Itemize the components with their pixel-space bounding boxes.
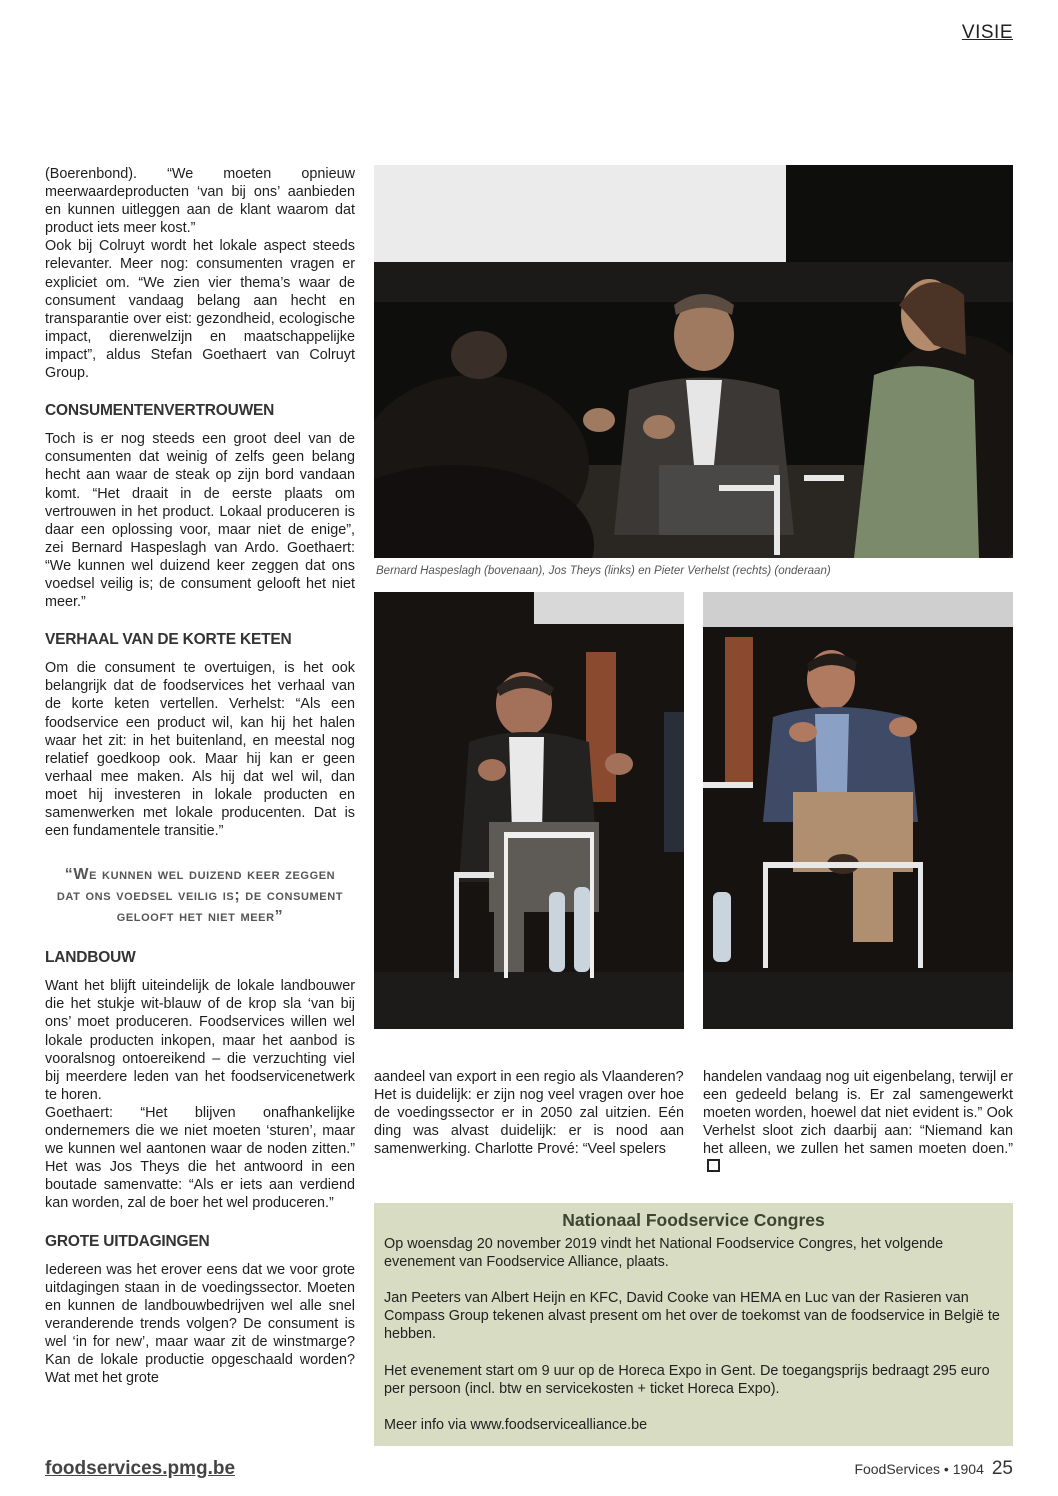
- footer-info: [854, 1458, 1013, 1480]
- photo-caption: Bernard Haspeslagh (bovenaan), Jos Theys (links) en Pieter Verhelst (rechts) (onderaan): [376, 565, 831, 577]
- magazine-issue: FoodServices • 1904: [854, 1461, 984, 1477]
- paragraph: Om die consument te overtuigen, is het ook belangrijk dat de foodservices het verhaal van de korte keten vertellen. Verhelst: “Als een foodservice een product wil, kan hij het halen waar het zit: in het buitenland, en meestal nog relatief goedkoop ook. Maar hij kan er geen verhaal mee maken. Als hij dat wel wil, dan moet hij investeren in lokale producten en samenwerken met lokale producenten. Dat is een fundamentele transitie.”: [45, 660, 355, 840]
- paragraph: Want het blijft uiteindelijk de lokale landbouwer die het stukje wit-blauw of de krop sla ‘van bij ons’ moet produceren. Foodservices willen wel lokale producten inkopen, maar het aanbod is vooralsnog ontoereikend – die verzuchting viel bij meerdere leden van het foodservicenetwerk te horen.: [45, 978, 355, 1103]
- paragraph: Iedereen was het erover eens dat we voor grote uitdagingen staan in de voedingssector. Moeten en kunnen de landbouwbedrijven wel alle snel veranderende trends volgen? De consument is wel ‘in for new’, maar waar zit de winstmarge? Kan de lokale productie opgeschaald worden? Wat met het grote: [45, 1261, 355, 1387]
- photo-jos-theys: [374, 592, 684, 1029]
- pull-quote: “We kunnen wel duizend keer zeggen dat ons voedsel veilig is; de consument gelooft het niet meer”: [56, 866, 344, 926]
- info-box-title: Nationaal Foodservice Congres: [562, 1210, 825, 1230]
- photo-illustration: [703, 592, 1013, 1029]
- paragraph: Ook bij Colruyt wordt het lokale aspect steeds relevanter. Meer nog: consumenten vragen er expliciet om. “We zien vier thema’s waar de consument vandaag belang aan hecht en transparantie over eist: gezondheid, ecologische impact, dierenwelzijn en maatschappelijke impact”, aldus Stefan Goethaert van Colruyt Group.: [45, 238, 355, 382]
- subheading-consumentenvertrouwen: CONSUMENTENVERTROUWEN: [45, 402, 275, 420]
- right-column: [703, 1068, 1013, 1177]
- footer-url[interactable]: foodservices.pmg.be: [45, 1458, 236, 1479]
- paragraph-text: handelen vandaag nog uit eigenbelang, terwijl er een gedeeld belang is. Er zal samengewerkt moeten worden, hoewel dat niet evident is.” Ook Verhelst sloot zich daarbij aan: “Niemand kan het alleen, we zullen het samen moeten doen.”: [703, 1069, 1013, 1158]
- info-box-paragraph: Jan Peeters van Albert Heijn en KFC, David Cooke van HEMA en Luc van der Rasieren van Compass Group tekenen alvast present om het over de toekomst van de foodservice in België te hebben.: [384, 1290, 1000, 1343]
- paragraph: [703, 1068, 1013, 1177]
- paragraph: (Boerenbond). “We moeten opnieuw meerwaardeproducten ‘van bij ons’ aanbieden en kunnen uitleggen aan de klant waarom dat product iets meer kost.”: [45, 166, 355, 237]
- end-of-article-icon: [707, 1159, 720, 1172]
- paragraph: aandeel van export in een regio als Vlaanderen?: [374, 1069, 684, 1085]
- info-box-link-text: Meer info via www.foodservicealliance.be: [384, 1416, 648, 1433]
- page-number: 25: [991, 1458, 1013, 1479]
- photo-illustration: [374, 165, 1013, 558]
- info-box-paragraph: Op woensdag 20 november 2019 vindt het National Foodservice Congres, het volgende evenement van Foodservice Alliance, plaats.: [384, 1236, 944, 1271]
- photo-illustration: [374, 592, 684, 1029]
- section-tag: VISIE: [961, 22, 1013, 43]
- subheading-landbouw: LANDBOUW: [45, 949, 136, 967]
- paragraph: Het is duidelijk: er zijn nog veel vragen over hoe de voedingssector er in 2050 zal uitzien. Eén ding was alvast duidelijk: er is nood aan samenwerking. Charlotte Prové: “Veel spelers: [374, 1087, 684, 1158]
- photo-bernard-haspeslagh: [374, 165, 1013, 558]
- left-column: [45, 165, 355, 1387]
- middle-column: [374, 1068, 684, 1158]
- info-box: [374, 1203, 1013, 1446]
- paragraph: Toch is er nog steeds een groot deel van de consumenten dat weinig of zelfs geen belang hecht aan waar de steak op zijn bord vandaan komt. “Het draait in de eerste plaats om vertrouwen in het product. Lokaal produceren is daar een oplossing voor, maar niet de enige”, zei Bernard Haspeslagh van Ardo. Goethaert: “We kunnen wel duizend keer zeggen dat ons voedsel veilig is; de consument gelooft het niet meer.”: [45, 431, 355, 611]
- photo-pieter-verhelst: [703, 592, 1013, 1029]
- subheading-grote-uitdagingen: GROTE UITDAGINGEN: [45, 1232, 210, 1250]
- info-box-paragraph: Het evenement start om 9 uur op de Horeca Expo in Gent. De toegangsprijs bedraagt 295 euro per persoon (incl. btw en servicekosten + ticket Horeca Expo).: [384, 1362, 990, 1397]
- subheading-verhaal: VERHAAL VAN DE KORTE KETEN: [45, 631, 292, 649]
- paragraph: Goethaert: “Het blijven onafhankelijke ondernemers die we niet moeten ‘sturen’, maar we kunnen wel aantonen waar de noden zitten.” Het was Jos Theys die het antwoord in een boutade samenvatte: “Als er iets aan verdiend kan worden, zal de boer het wel produceren.”: [45, 1104, 355, 1212]
